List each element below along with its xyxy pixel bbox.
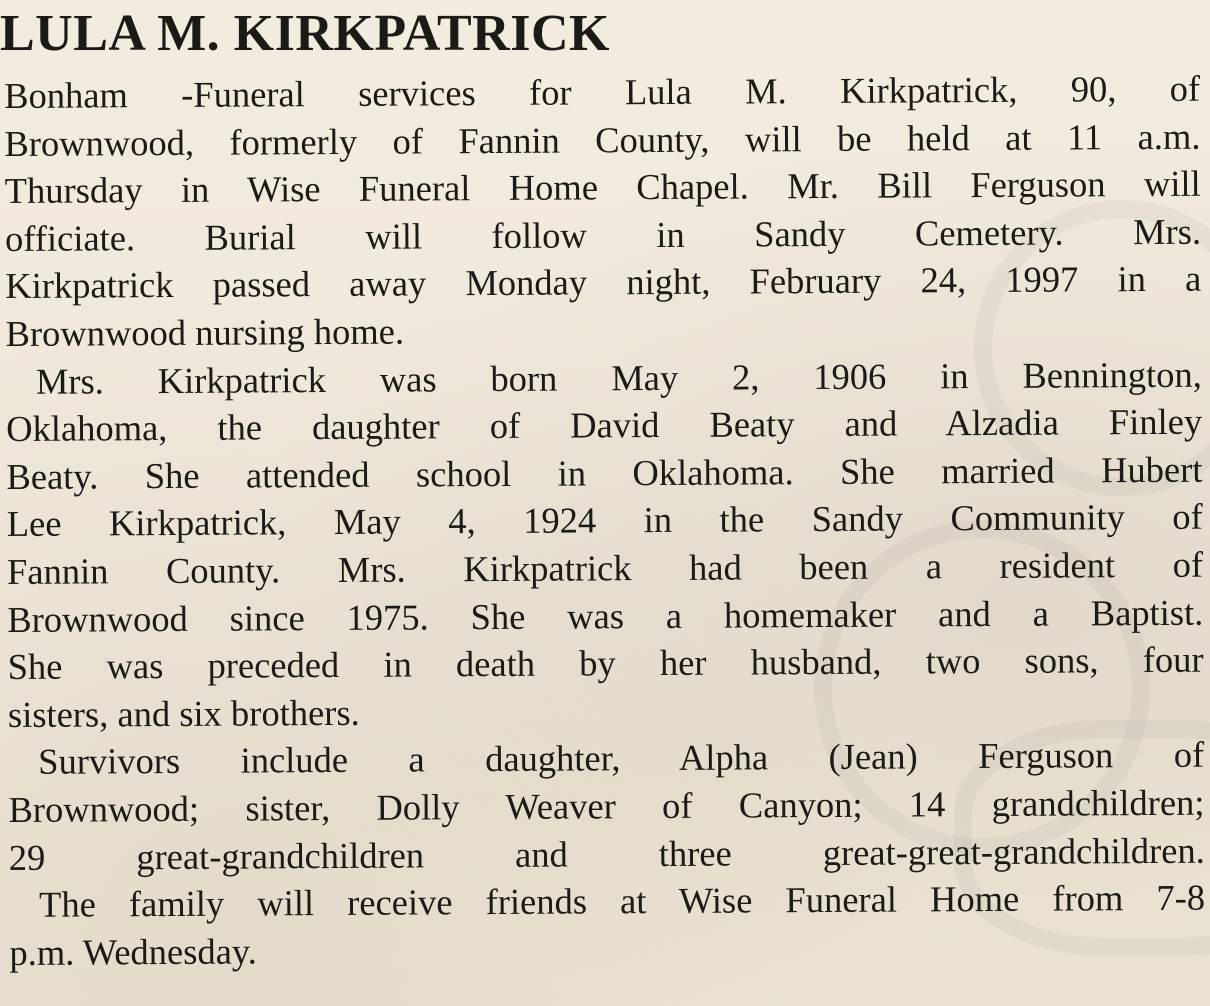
text-line: Mrs. Kirkpatrick was born May 2, 1906 in Bennington, — [35, 353, 1202, 402]
text-line: Beaty. She attended school in Oklahoma. She married Hubert — [6, 448, 1203, 497]
text-line: Fannin County. Mrs. Kirkpatrick had been a resident of — [6, 543, 1204, 592]
obituary-body — [4, 65, 1206, 977]
text-line: p.m. Wednesday. — [9, 930, 257, 973]
text-line: She was preceded in death by her husband, two sons, four — [7, 638, 1204, 688]
text-line: Oklahoma, the daughter of David Beaty and Alzadia Finley — [6, 400, 1203, 450]
text-line: Brownwood since 1975. She was a homemaker and a Baptist. — [7, 591, 1204, 640]
text-line: Bonham -Funeral services for Lula M. Kirkpatrick, 90, of — [4, 67, 1201, 116]
text-line: officiate. Burial will follow in Sandy Cemetery. Mrs. — [4, 210, 1202, 259]
text-line: Brownwood, formerly of Fannin County, will be held at 11 a.m. — [4, 115, 1201, 164]
text-line: 29 great-grandchildren and three great-great-grandchildren. — [8, 829, 1205, 878]
text-line: The family will receive friends at Wise Funeral Home from 7-8 — [38, 876, 1206, 925]
text-line: Lee Kirkpatrick, May 4, 1924 in the Sandy Community of — [6, 496, 1203, 545]
text-line: Brownwood; sister, Dolly Weaver of Canyon; 14 grandchildren; — [8, 781, 1205, 830]
obituary-headline: LULA M. KIRKPATRICK — [0, 5, 610, 62]
text-line: sisters, and six brothers. — [7, 691, 360, 735]
text-line: Survivors include a daughter, Alpha (Jean) Ferguson of — [38, 733, 1205, 783]
text-line: Brownwood nursing home. — [5, 310, 405, 354]
text-line: Kirkpatrick passed away Monday night, February 24, 1997 in a — [5, 258, 1202, 307]
text-line: Thursday in Wise Funeral Home Chapel. Mr. Bill Ferguson will — [4, 162, 1201, 212]
